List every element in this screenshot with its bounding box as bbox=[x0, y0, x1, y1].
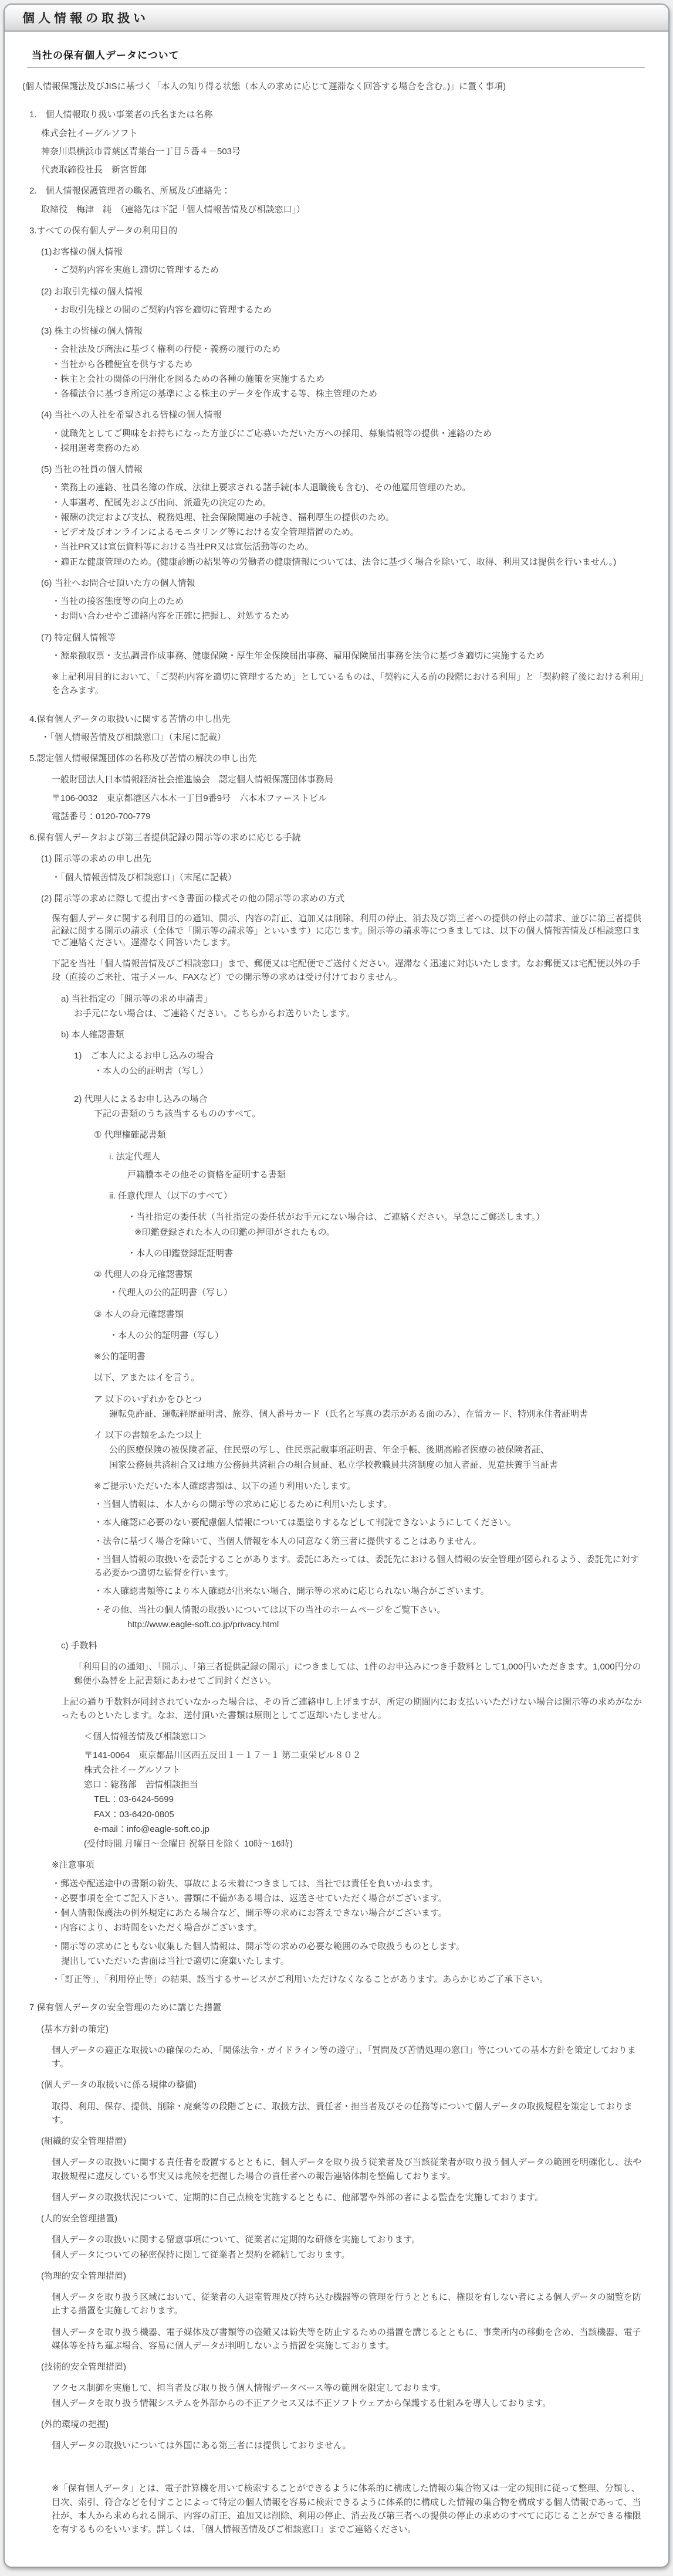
text-line: c) 手数料 bbox=[61, 1641, 97, 1651]
text-line: 個人データの適正な取扱いの確保のため、「関係法令・ガイドライン等の遵守」、「質問及び苦情処理の窓口」等についての基本方針を策定しております。 bbox=[52, 2045, 636, 2069]
text-line: ・各種法令に基づき所定の基準による株主のデータを作成する等、株主管理のため bbox=[52, 389, 378, 399]
text-line: ・代理人の公的証明書（写し） bbox=[109, 1288, 233, 1298]
text-line: 3.すべての保有個人データの利用目的 bbox=[29, 225, 178, 236]
panel-header bbox=[5, 5, 668, 32]
text-line: ・株主と会社の関係の円滑化を図るための各種の施策を実施するため bbox=[52, 374, 325, 384]
text-line: (5) 当社の社員の個人情報 bbox=[41, 464, 143, 474]
text-line: 6.保有個人データおよび第三者提供記録の開示等の求めに応じる手続 bbox=[29, 833, 301, 843]
text-line: ii. 任意代理人（以下のすべて） bbox=[109, 1191, 232, 1202]
text-line: 戸籍謄本その他その資格を証明する書類 bbox=[127, 1169, 286, 1180]
text-line: (物理的安全管理措置) bbox=[41, 2270, 126, 2281]
text-line: ・当社指定の委任状（当社指定の委任状がお手元にない場合は、ご連絡ください。早急にご郵送します。） bbox=[127, 1212, 545, 1223]
page-title: 個人情報の取扱い bbox=[22, 12, 149, 25]
text-line: ＜個人情報苦情及び相談窓口＞ bbox=[84, 1732, 208, 1742]
text-line: ② 代理人の身元確認書類 bbox=[94, 1270, 192, 1280]
text-line: ・当社から各種便宜を供与するため bbox=[52, 359, 193, 369]
text-line: ・本人確認書類等により本人確認が出来ない場合、開示等の求めに応じられない場合がございます。 bbox=[94, 1586, 489, 1597]
text-line: (2) お取引先様の個人情報 bbox=[41, 286, 143, 297]
text-line: ・お問い合わせやご連絡内容を正確に把握し、対処するため bbox=[52, 611, 290, 622]
text-line: FAX：03-6420-0805 bbox=[94, 1809, 174, 1820]
text-line: ・内容により、お時間をいただく場合がございます。 bbox=[52, 1923, 262, 1933]
text-line: 〒106-0032 東京都港区六本木一丁目9番9号 六本木ファーストビル bbox=[52, 793, 327, 803]
text-line: (1)お客様の個人情報 bbox=[41, 247, 123, 257]
text-line: 5.認定個人情報保護団体の名称及び苦情の解決の申し出先 bbox=[29, 754, 257, 763]
title-rule bbox=[27, 67, 645, 68]
text-line: a) 当社指定の「開示等の求め申請書」 bbox=[61, 993, 212, 1004]
text-line: ・ビデオ及びオンラインによるモニタリング等における安全管理措置のため。 bbox=[52, 527, 359, 537]
text-line: ※上記利用目的において、「ご契約内容を適切に管理するため」としているものは、「契約に入る前の段階における利用」と「契約終了後における利用」を含みます。 bbox=[52, 672, 644, 696]
text-line: 以下、アまたはイを言う。 bbox=[94, 1373, 200, 1383]
text-line: ※印鑑登録された本人の印鑑の押印がされたもの。 bbox=[134, 1227, 335, 1237]
text-line: ・源泉徴収票・支払調書作成事務、健康保険・厚生年金保険届出事務、雇用保険届出事務を法令に基づき適切に実施するため bbox=[52, 650, 545, 661]
privacy-policy-url[interactable]: http://www.eagle-soft.co.jp/privacy.html bbox=[127, 1619, 279, 1630]
text-line: ・「訂正等」、「利用停止等」の結果、該当するサービスがご利用いただけなくなることがあります。あらかじめご了承下さい。 bbox=[52, 1974, 549, 1985]
text-line: 代表取締役社長 新宮哲郎 bbox=[41, 165, 147, 175]
text-line: (基本方針の策定) bbox=[41, 2024, 109, 2034]
text-line: ・必要事項を全てご記入下さい。書類に不備がある場合は、返送させていただく場合がございます。 bbox=[52, 1893, 447, 1903]
text-line: (3) 株主の皆様の個人情報 bbox=[41, 326, 143, 336]
text-line: 個人データの取扱状況について、定期的に自己点検を実施するとともに、他部署や外部の者による監査を実施しております。 bbox=[52, 2192, 544, 2202]
text-line: 取得、利用、保存、提供、削除・廃棄等の段階ごとに、取扱方法、責任者・担当者及びその任務等について個人データの取扱規程を策定しております。 bbox=[52, 2101, 633, 2125]
text-line: 「利用目的の通知」、「開示」、「第三者提供記録の開示」につきましては、1件のお申込みにつき手数料として1,000円いただきます。1,000円分の郵便小為替を上記書類にあわせてご同封ください。 bbox=[74, 1662, 641, 1686]
text-line: ・郵送や配送途中の書類の紛失、事故による未着につきましては、当社では責任を負いかねます。 bbox=[52, 1878, 438, 1889]
text-line: ・本人の公的証明書（写し） bbox=[109, 1330, 224, 1340]
text-line: ア 以下のいずれかをひとつ bbox=[94, 1394, 202, 1404]
text-line: 個人データの取扱いに関する責任者を設置するとともに、個人データを取り扱う従業者及び当該従業者が取り扱う個人データの範囲を明確化し、法や取扱規程に違反している事実又は兆候を把握した場合の責任者への報告連絡体制を整備しております。 bbox=[52, 2157, 642, 2181]
privacy-panel bbox=[4, 4, 669, 2568]
text-line: ・当社PR又は宣伝資料等における当社PR又は宣伝活動等のため。 bbox=[52, 542, 314, 552]
text-line: TEL：03-6424-5699 bbox=[94, 1794, 174, 1805]
text-line: 上記の通り手数料が同封されていなかった場合は、その旨ご連絡申し上げますが、所定の期間内にお支払いいただけない場合は開示等の求めがなかったものといたします。なお、送付頂いた書類は原則としてご返却いたしません。 bbox=[61, 1696, 642, 1721]
text-line: 個人データを取り扱う情報システムを外部からの不正アクセス又は不正ソフトウェアから保護する仕組みを導入しております。 bbox=[52, 2398, 552, 2408]
text-line: 7 保有個人データの安全管理のために講じた措置 bbox=[29, 2003, 222, 2013]
text-line: ・当個人情報は、本人からの開示等の求めに応じるために利用いたします。 bbox=[94, 1499, 393, 1510]
text-line: (技術的安全管理措置) bbox=[41, 2362, 126, 2373]
text-line: ※公的証明書 bbox=[94, 1352, 146, 1362]
text-line: ・就職先としてご興味をお持ちになった方並びにご応募いただいた方への採用、募集情報等の提供・連絡のため bbox=[52, 428, 492, 439]
text-line: ・人事選考、配属先および出向、派遣先の決定のため。 bbox=[52, 497, 272, 508]
text-line: 保有個人データに関する利用目的の通知、開示、内容の訂正、追加又は削除、利用の停止、消去及び第三者への提供の停止の請求、並びに第三者提供記録に関する開示の請求（全体で「開示等の請求等」といいます）に応じます。開示等の請求等につきましては、以下の個人情報苦情及び相談窓口までご連絡ください。遅滞なく回答いたします。 bbox=[52, 914, 642, 948]
text-line: 1. 個人情報取り扱い事業者の氏名または名称 bbox=[29, 110, 213, 120]
text-line: 〒141-0064 東京都品川区西五反田１－１７－１ 第二東栄ビル８０２ bbox=[84, 1750, 361, 1760]
text-line: e-mail：info@eagle-soft.co.jp bbox=[94, 1824, 209, 1834]
text-line: 2) 代理人によるお申し込みの場合 bbox=[74, 1094, 208, 1104]
section-title: 当社の保有個人データについて bbox=[32, 50, 180, 61]
text-line: 運転免許証、運転経歴証明書、旅券、個人番号カード（氏名と写真の表示がある面のみ）、在留カード、特別永住者証明書 bbox=[109, 1409, 589, 1419]
text-line: (組織的安全管理措置) bbox=[41, 2136, 126, 2147]
text-line: 窓口：総務部 苦情相談担当 bbox=[84, 1780, 199, 1790]
text-line: i. 法定代理人 bbox=[109, 1151, 160, 1162]
text-line: ※「保有個人データ」とは、電子計算機を用いて検索することができるように体系的に構成した情報の集合物又は一定の規則に従って整理、分類し、目次、索引、符合などを付すことによって特定の個人情報を容易に検索できるように体系的に構成した情報の集合物を構成する個人情報であって、当社が、本人から求められる開示、内容の訂正、追加又は削除、利用の停止、消去及び第三者への提供の停止の求めのすべてに応じることができる権限を有するものをいいます。詳しくは、「個人情報苦情及びご相談窓口」までご連絡ください。 bbox=[52, 2483, 641, 2535]
text-line: 個人データの取扱いに関する留意事項について、従業者に定期的な研修を実施しております。 bbox=[52, 2235, 421, 2245]
text-line: 株式会社イーグルソフト bbox=[84, 1764, 181, 1775]
text-line: 個人データの取扱いについては外国にある第三者には提供しておりません。 bbox=[52, 2441, 351, 2451]
text-line: ① 代理権確認書類 bbox=[94, 1130, 166, 1141]
text-line: (人的安全管理措置) bbox=[41, 2214, 117, 2224]
text-line: ・本人確認に必要のない要配慮個人情報については墨塗りするなどして判読できないようにしてください。 bbox=[94, 1518, 516, 1528]
text-line: 取締役 梅津 純 （連絡先は下記「個人情報苦情及び相談窓口」） bbox=[41, 204, 306, 215]
text-line: ③ 本人の身元確認書類 bbox=[94, 1309, 184, 1319]
text-line: 国家公務員共済組合又は地方公務員共済組合の組合員証、私立学校教職員共済制度の加入者証、児童扶養手当証書 bbox=[109, 1460, 559, 1470]
text-line: ・適正な健康管理のため。(健康診断の結果等の労働者の健康情報については、法令に基づく場合を除いて、取得、利用又は提供を行いません。) bbox=[52, 556, 617, 567]
text-line: ・「個人情報苦情及び相談窓口」（末尾に記載） bbox=[41, 732, 226, 742]
text-line: (4) 当社への入社を希望される皆様の個人情報 bbox=[41, 410, 222, 420]
text-line: ・「個人情報苦情及び相談窓口」（末尾に記載） bbox=[52, 872, 237, 883]
text-line: 公的医療保険の被保険者証、住民票の写し、住民票記載事項証明書、年金手帳、後期高齢者医療の被保険者証、 bbox=[109, 1445, 550, 1455]
text-line: 個人データを取り扱う機器、電子媒体及び書類等の盗難又は紛失等を防止するための措置を講じるとともに、事業所内の移動を含め、当該機器、電子媒体等を持ち運ぶ場合、容易に個人データが判明しないよう措置を実施しております。 bbox=[52, 2327, 641, 2351]
text-line: ・その他、当社の個人情報の取扱いについては以下の当社のホームページをご覧下さい。 bbox=[94, 1604, 446, 1615]
text-line: 神奈川県横浜市青葉区青葉台一丁目５番４－503号 bbox=[41, 146, 241, 157]
text-line: 提出していただいた書面は当社で適切に廃棄いたします。 bbox=[61, 1956, 289, 1966]
text-line: (6) 当社へお問合せ頂いた方の個人情報 bbox=[41, 578, 195, 588]
panel-body bbox=[5, 32, 668, 2567]
text-line: 1) ご本人によるお申し込みの場合 bbox=[74, 1051, 214, 1061]
text-line: イ 以下の書類をふたつ以上 bbox=[94, 1430, 202, 1441]
text-line: b) 本人確認書類 bbox=[61, 1030, 124, 1040]
text-line: 下記の書類のうち該当するもののすべて。 bbox=[94, 1109, 261, 1119]
text-line: アクセス制御を実施して、担当者及び取り扱う個人情報データベース等の範囲を限定しております。 bbox=[52, 2383, 447, 2394]
text-line: (7) 特定個人情報等 bbox=[41, 632, 116, 643]
document-body bbox=[5, 80, 668, 2536]
text-line: 一般財団法人日本情報経済社会推進協会 認定個人情報保護団体事務局 bbox=[52, 775, 334, 785]
text-line: (2) 開示等の求めに際して提出すべき書面の様式その他の開示等の求めの方式 bbox=[41, 893, 345, 904]
text-line: 個人データを取り扱う区域において、従業者の入退室管理及び持ち込む機器等の管理を行うとともに、権限を有しない者による個人データの閲覧を防止する措置を実施しております。 bbox=[52, 2292, 641, 2316]
text-line: お手元にない場合は、ご連絡ください。こちらからお送りいたします。 bbox=[74, 1008, 355, 1019]
text-line: ・法令に基づく場合を除いて、当個人情報を本人の同意なく第三者に提供することはありません。 bbox=[94, 1536, 482, 1546]
text-line: ・開示等の求めにともない収集した個人情報は、開示等の求めの必要な範囲のみで取扱うものとします。 bbox=[52, 1941, 465, 1951]
text-line: 4.保有個人データの取扱いに関する苦情の申し出先 bbox=[29, 714, 231, 724]
text-line: ・個人情報保護法の例外規定にあたる場合など、開示等の求めにお答えできない場合がございます。 bbox=[52, 1908, 447, 1919]
text-line: 株式会社イーグルソフト bbox=[41, 128, 138, 138]
text-line: (個人情報保護法及びJISに基づく「本人の知り得る状態（本人の求めに応じて遅滞なく回答する場合を含む。)」に置く事項) bbox=[22, 82, 506, 91]
text-line: 下記を当社「個人情報苦情及びご相談窓口」まで、郵便又は宅配便でご送付ください。遅滞なく迅速に対応いたします。なお郵便又は宅配便以外の手段（直接のご来社、電子メール、FAXなど）での開示等の求めは受け付けておりません。 bbox=[52, 959, 641, 983]
text-line: ・本人の印鑑登録証証明書 bbox=[127, 1248, 234, 1258]
text-line: ・本人の公的証明書（写し） bbox=[94, 1065, 209, 1076]
text-line: ・ご契約内容を実施し適切に管理するため bbox=[52, 265, 219, 276]
text-line: (個人データの取扱いに係る規律の整備) bbox=[41, 2080, 197, 2090]
text-line: 個人データについての秘密保持に関して従業者と契約を締結しております。 bbox=[52, 2249, 350, 2260]
text-line: ・お取引先様との間のご契約内容を適切に管理するため bbox=[52, 304, 272, 315]
text-line: ・採用選考業務のため bbox=[52, 443, 140, 453]
text-line: ・当個人情報の取扱いを委託することがあります。委託にあたっては、委託先における個人情報の安全管理が図られるよう、委託先に対する必要かつ適切な監督を行います。 bbox=[94, 1554, 639, 1579]
text-line: ・会社法及び商法に基づく権利の行使・義務の履行のため bbox=[52, 344, 281, 355]
text-line: (1) 開示等の求めの申し出先 bbox=[41, 854, 151, 864]
text-line: (外的環境の把握) bbox=[41, 2419, 109, 2429]
text-line: ・当社の接客態度等の向上のため bbox=[52, 596, 184, 606]
text-line: ・業務上の連絡、社員名簿の作成、法律上要求される諸手続(本人退職後も含む)、その他雇用管理のため。 bbox=[52, 483, 471, 493]
text-line: (受付時間 月曜日～金曜日 祝祭日を除く 10時～16時) bbox=[84, 1839, 293, 1849]
text-line: 2. 個人情報保護管理者の職名、所属及び連絡先： bbox=[29, 186, 231, 196]
text-line: ※注意事項 bbox=[52, 1860, 94, 1871]
text-line: 電話番号：0120-700-779 bbox=[52, 811, 151, 822]
text-line: ・報酬の決定および支払、税務処理、社会保険関連の手続き、福利厚生の提供のため。 bbox=[52, 512, 394, 522]
text-line: ※ご提示いただいた本人確認書類は、以下の通り利用いたします。 bbox=[94, 1481, 356, 1491]
